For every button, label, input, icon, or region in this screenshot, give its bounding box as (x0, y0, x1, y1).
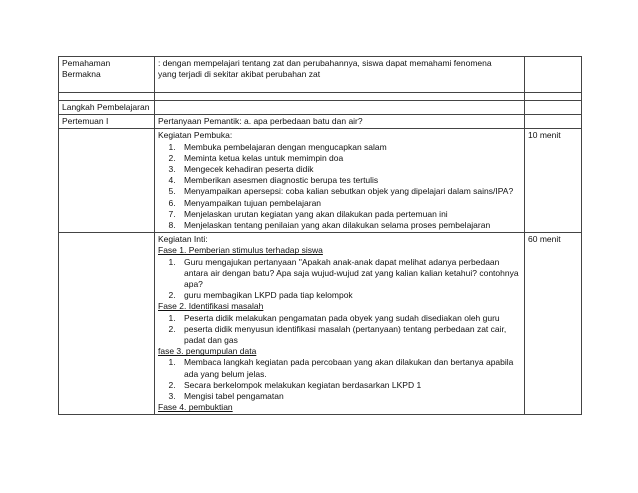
meaningful-understanding-row (59, 57, 582, 93)
text-line-2: yang terjadi di sekitar akibat perubahan zat (158, 69, 321, 80)
lesson-plan-table (58, 56, 582, 415)
label-line-1: Pemahaman (62, 58, 111, 68)
empty-cell (59, 233, 155, 415)
empty-cell (525, 57, 582, 93)
spacer-cell (155, 93, 525, 101)
list-item: 2. Secara berkelompok melakukan kegiatan berdasarkan LKPD 1 (178, 380, 521, 391)
empty-cell (155, 101, 525, 115)
meaningful-understanding-text (155, 57, 525, 93)
list-item: 7. Menjelaskan urutan kegiatan yang akan dilakukan pada pertemuan ini (178, 209, 521, 220)
list-item: 3. Mengecek kehadiran peserta didik (178, 164, 521, 175)
list-item: 1. Membaca langkah kegiatan pada percobaan yang akan dilakukan dan bertanya apabila ada yang belum jelas. (178, 357, 521, 379)
list-item: 1. Membuka pembelajaran dengan mengucapkan salam (178, 142, 521, 153)
list-item: 5. Menyampaikan apersepsi: coba kalian sebutkan objek yang dipelajari dalam sains/IPA? (178, 186, 521, 197)
list-item: 2. peserta didik menyusun identifikasi masalah (pertanyaan) tentang perbedaan zat cair, padat dan gas (178, 324, 521, 346)
list-item: 4. Memberikan asesmen diagnostic berupa tes tertulis (178, 175, 521, 186)
phase-3-title: fase 3. pengumpulan data (158, 346, 257, 357)
phase-2-list (158, 313, 521, 347)
phase-1-list (158, 257, 521, 302)
trigger-question: Pertanyaan Pemantik: a. apa perbedaan batu dan air? (155, 115, 525, 129)
meeting-row (59, 115, 582, 129)
meeting-label: Pertemuan I (59, 115, 155, 129)
meaningful-understanding-label (59, 57, 155, 93)
phase-3-list (158, 357, 521, 402)
learning-steps-row (59, 101, 582, 115)
spacer-cell (59, 93, 155, 101)
list-item: 8. Menjelaskan tentang penilaian yang akan dilakukan selama proses pembelajaran (178, 220, 521, 231)
core-activity-row (59, 233, 582, 415)
opening-duration: 10 menit (525, 129, 582, 233)
list-item: 2. guru membagikan LKPD pada tiap kelompok (178, 290, 521, 301)
phase-2-title: Fase 2. Identifikasi masalah (158, 301, 264, 312)
list-item: 1. Guru mengajukan pertanyaan "Apakah anak-anak dapat melihat adanya perbedaan antara air dengan batu? Apa saja wujud-wujud zat yang kalian kalian ketahui? contohnya apa? (178, 257, 521, 291)
opening-activity-row (59, 129, 582, 233)
empty-cell (59, 129, 155, 233)
opening-activity-cell (155, 129, 525, 233)
empty-cell (525, 115, 582, 129)
spacer-row (59, 93, 582, 101)
opening-activity-list (158, 142, 521, 232)
label-line-2: Bermakna (62, 69, 101, 80)
core-duration: 60 menit (525, 233, 582, 415)
core-activity-cell (155, 233, 525, 415)
list-item: 2. Meminta ketua kelas untuk memimpin doa (178, 153, 521, 164)
list-item: 3. Mengisi tabel pengamatan (178, 391, 521, 402)
learning-steps-label: Langkah Pembelajaran (59, 101, 155, 115)
spacer-cell (525, 93, 582, 101)
core-activity-title: Kegiatan Inti: (158, 234, 208, 245)
opening-activity-title: Kegiatan Pembuka: (158, 130, 233, 141)
list-item: 1. Peserta didik melakukan pengamatan pada obyek yang sudah disediakan oleh guru (178, 313, 521, 324)
phase-1-title: Fase 1. Pemberian stimulus terhadap siswa (158, 245, 323, 256)
list-item: 6. Menyampaikan tujuan pembelajaran (178, 198, 521, 209)
text-line-1: : dengan mempelajari tentang zat dan perubahannya, siswa dapat memahami fenomena (158, 58, 492, 68)
phase-4-title: Fase 4. pembuktian (158, 402, 233, 413)
empty-cell (525, 101, 582, 115)
